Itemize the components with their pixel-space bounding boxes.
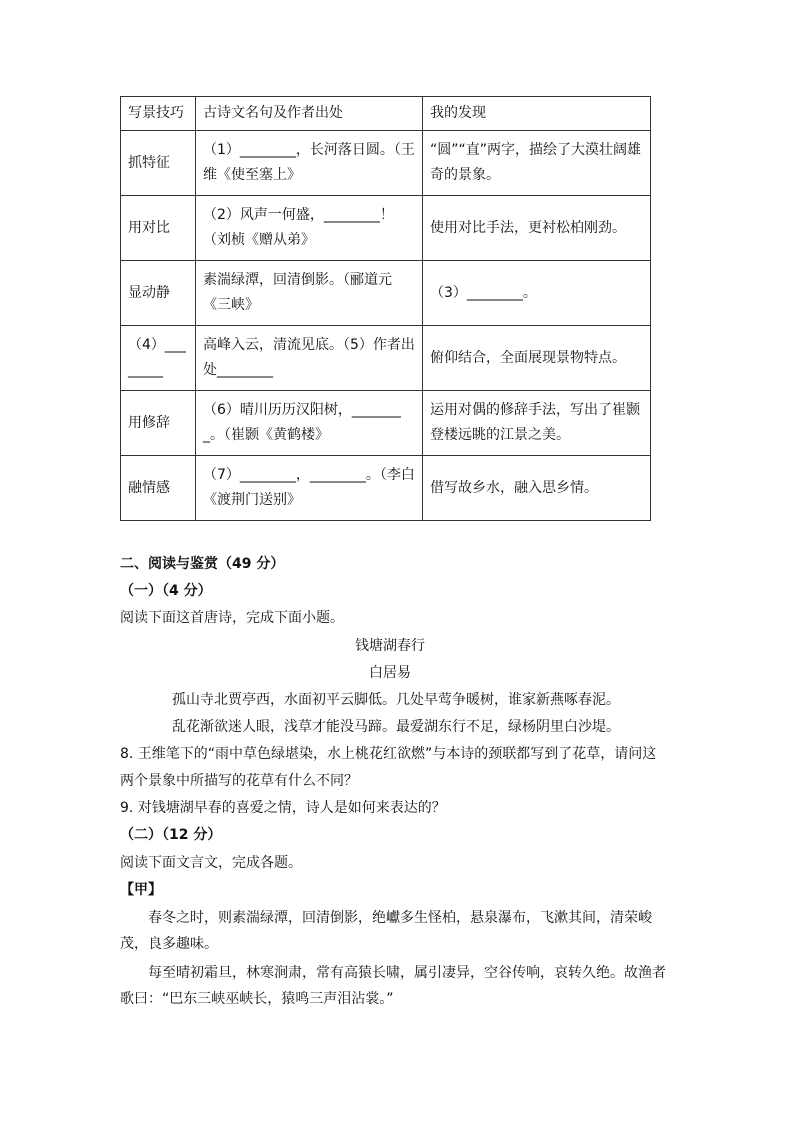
part2-instruction: 阅读下面文言文，完成各题。 [120, 855, 302, 871]
quote-cell: （1）________，长河落日圆。（王维《使至塞上》 [196, 131, 423, 196]
poem-title: 钱塘湖春行 [355, 638, 425, 654]
finding-cell: 使用对比手法，更衬松柏刚劲。 [423, 196, 651, 261]
finding-cell: 俯仰结合，全面展现景物特点。 [423, 326, 651, 391]
finding-cell: “圆”“直”两字，描绘了大漠壮阔雄奇的景象。 [423, 131, 651, 196]
header-finding: 我的发现 [423, 97, 651, 131]
poem-line: 孤山寺北贾亭西，水面初平云脚低。几处早莺争暖树，谁家新燕啄春泥。 [172, 692, 620, 708]
quote-cell: （7）________，________。（李白《渡荆门送别》 [196, 456, 423, 521]
question-9: 9. 对钱塘湖早春的喜爱之情，诗人是如何来表达的？ [120, 800, 446, 816]
passage-paragraph: 每至晴初霜旦，林寒涧肃，常有高猿长啸，属引凄异，空谷传响，哀转久绝。故渔者歌曰：“巴东三峡巫峡长，猿鸣三声泪沾裳。” [120, 965, 666, 1007]
part1-instruction: 阅读下面这首唐诗，完成下面小题。 [120, 610, 344, 626]
question-8-line1: 8. 王维笔下的“雨中草色绿堪染，水上桃花红欲燃”与本诗的颈联都写到了花草，请问这 [120, 746, 657, 762]
poem-line: 乱花渐欲迷人眼，浅草才能没马蹄。最爱湖东行不足，绿杨阴里白沙堤。 [172, 719, 620, 735]
part1-heading: （一）（4 分） [120, 583, 212, 599]
passage-label: 【甲】 [120, 882, 162, 898]
table-row [121, 196, 651, 261]
table-row [121, 456, 651, 521]
technique-cell: （4）________ [121, 326, 196, 391]
header-quote: 古诗文名句及作者出处 [196, 97, 423, 131]
scenery-techniques-table [120, 96, 651, 521]
quote-cell: （2）风声一何盛，________！（刘桢《赠从弟》 [196, 196, 423, 261]
question-8-line2: 两个景象中所描写的花草有什么不同？ [120, 773, 358, 789]
table-header-row [121, 97, 651, 131]
finding-cell: （3）________。 [423, 261, 651, 326]
table-row [121, 326, 651, 391]
table-row [121, 261, 651, 326]
technique-cell: 抓特征 [121, 131, 196, 196]
technique-cell: 用对比 [121, 196, 196, 261]
finding-cell: 借写故乡水，融入思乡情。 [423, 456, 651, 521]
section-heading: 二、阅读与鉴赏（49 分） [120, 556, 285, 572]
quote-cell: 高峰入云，清流见底。（5）作者出处________ [196, 326, 423, 391]
poem-author: 白居易 [369, 665, 411, 681]
table-row [121, 391, 651, 456]
quote-cell: （6）晴川历历汉阳树，________。（崔颢《黄鹤楼》 [196, 391, 423, 456]
table-row [121, 131, 651, 196]
quote-cell: 素湍绿潭，回清倒影。（郦道元《三峡》 [196, 261, 423, 326]
technique-cell: 显动静 [121, 261, 196, 326]
part2-heading: （二）（12 分） [120, 827, 222, 843]
passage-paragraph: 春冬之时，则素湍绿潭，回清倒影，绝巘多生怪柏，悬泉瀑布，飞漱其间，清荣峻茂，良多趣味。 [120, 910, 652, 952]
finding-cell: 运用对偶的修辞手法，写出了崔颢登楼远眺的江景之美。 [423, 391, 651, 456]
technique-cell: 融情感 [121, 456, 196, 521]
technique-cell: 用修辞 [121, 391, 196, 456]
header-technique: 写景技巧 [121, 97, 196, 131]
